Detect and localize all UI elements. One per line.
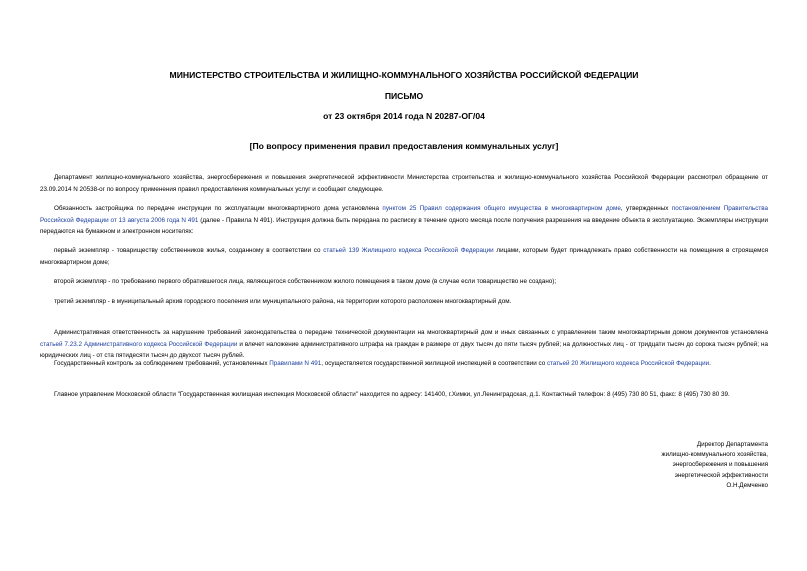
link-housing-code-article-20[interactable]: статьей 20 Жилищного кодекса Российской Федерации <box>546 360 710 367</box>
paragraph-state-control <box>40 358 768 370</box>
signature-name: О.Н.Демченко <box>726 481 768 489</box>
paragraph-first-copy-text-2: лицами, которым будет принадлежать право собственности на помещения в строящемся многоквартирном доме; <box>40 247 769 266</box>
paragraph-liability-text-2: и влечет наложение административного штрафа на граждан в размере от двух тысяч до пяти тысяч рублей; на должностных лиц - от тридцати тысяч до сорока тысяч рублей; на юридических лиц - от ста пятидесяти тысяч до двухсот тысяч рублей. <box>40 340 768 359</box>
paragraph-state-control-text-3: . <box>709 360 711 367</box>
document-date-number: от 23 октября 2014 года N 20287-ОГ/04 <box>323 111 485 121</box>
link-government-decree-491[interactable]: постановлением Правительства Российской Федерации от 13 августа 2006 года N 491 <box>40 205 769 224</box>
document-subject: [По вопросу применения правил предоставления коммунальных услуг] <box>249 141 559 151</box>
paragraph-third-copy <box>40 296 768 308</box>
signature-position-line-3: энергосбережения и повышения <box>672 461 768 469</box>
paragraph-inspection-address-text: Главное управление Московской области "Государственная жилищная инспекция Московской области" находится по адресу: 141400, г.Химки, ул.Ленинградская, д.1. Контактный телефон: 8 (495) 730 80 51, факс: 8 (495) 730 80 39. <box>54 391 730 398</box>
paragraph-obligation <box>40 203 768 238</box>
document-type: ПИСЬМО <box>384 91 424 101</box>
signature-position-line-1: Директор Департамента <box>696 441 768 448</box>
link-rules-item-25[interactable]: пунктом 25 Правил содержания общего имущества в многоквартирном доме <box>382 205 621 212</box>
link-housing-code-article-139[interactable]: статьей 139 Жилищного кодекса Российской Федерации <box>323 247 494 254</box>
link-admin-code-article-7-23-2[interactable]: статьей 7.23.2 Административного кодекса Российской Федерации <box>40 340 238 348</box>
paragraph-state-control-text-1: Государственный контроль за соблюдением требований, установленных <box>54 360 270 367</box>
paragraph-second-copy-text: второй экземпляр - по требованию первого обратившегося лица, являющегося собственником жилого помещения в таком доме (в случае если товарищество не создано); <box>54 278 557 285</box>
paragraph-obligation-text-3: (далее - Правила N 491). Инструкция должна быть передана по расписку в течение одного месяца после получения разрешения на введение объекта в эксплуатацию. Экземпляры инструкции передаются на бумажном и электронном носителях: <box>40 216 768 235</box>
document-page <box>40 0 768 571</box>
paragraph-first-copy-text-1: первый экземпляр - товариществу собственников жилья, созданному в соответствии со <box>54 247 324 254</box>
paragraph-state-control-text-2: , осуществляется государственной жилищной инспекцией в соответствии со <box>321 360 547 367</box>
paragraph-second-copy <box>40 276 768 288</box>
paragraph-third-copy-text: третий экземпляр - в муниципальный архив городского поселения или муниципального района, на территории которого расположен многоквартирный дом. <box>54 298 512 305</box>
paragraph-first-copy <box>40 245 768 268</box>
paragraph-intro-text: Департамент жилищно-коммунального хозяйства, энергосбережения и повышения энергетической эффективности Министерства строительства и жилищно-коммунального хозяйства Российской Федерации рассмотрел обращение от 23.09.2014 N 20538-ог по вопросу применения правил предоставления коммунальных услуг и сообщает следующее. <box>40 174 768 193</box>
ministry-title: МИНИСТЕРСТВО СТРОИТЕЛЬСТВА И ЖИЛИЩНО-КОММУНАЛЬНОГО ХОЗЯЙСТВА РОССИЙСКОЙ ФЕДЕРАЦИИ <box>169 70 639 80</box>
paragraph-liability <box>40 327 768 362</box>
signature-block <box>661 440 768 491</box>
signature-position-line-2: жилищно-коммунального хозяйства, <box>661 451 768 459</box>
paragraph-inspection-address <box>40 389 768 401</box>
paragraph-obligation-text-1: Обязанность застройщика по передаче инструкции по эксплуатации многоквартирного дома установлена <box>54 205 383 212</box>
paragraph-intro <box>40 172 768 195</box>
link-rules-491[interactable]: Правилами N 491 <box>269 360 322 367</box>
signature-position-line-4: энергетической эффективности <box>674 471 768 479</box>
paragraph-liability-text-1: Административная ответственность за нарушение требований законодательства о передаче технической документации на многоквартирный дом и иных связанных с управлением таким многоквартирным домом документов установлена <box>54 329 768 336</box>
paragraph-obligation-text-2: , утвержденных <box>620 205 672 212</box>
